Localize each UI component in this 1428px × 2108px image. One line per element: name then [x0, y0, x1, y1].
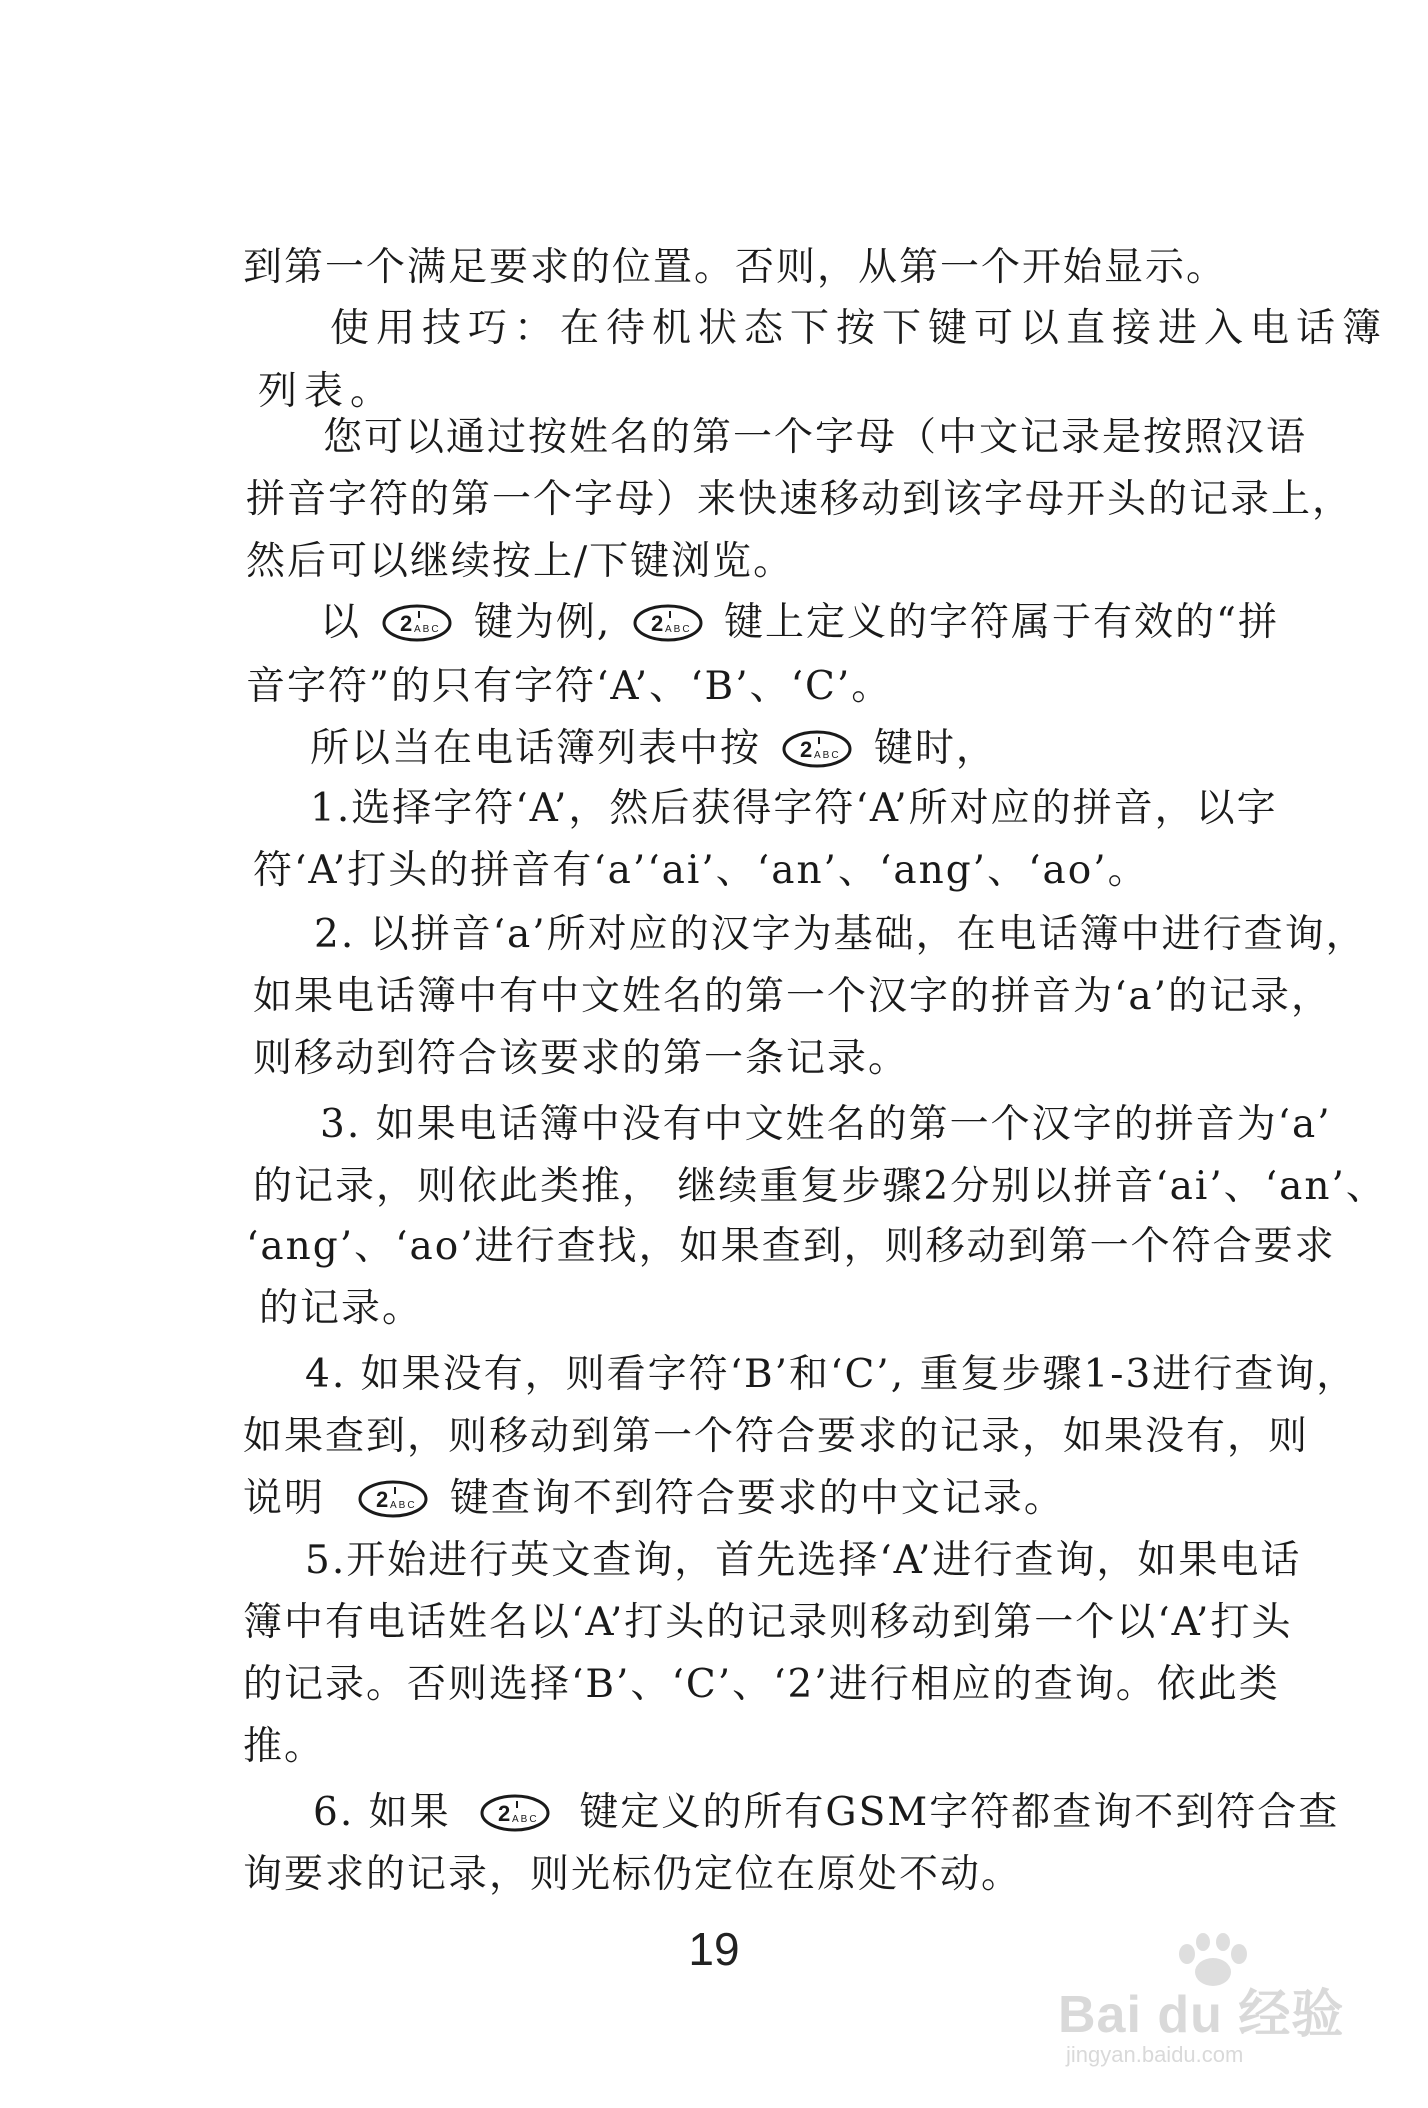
baidu-watermark [1058, 1930, 1358, 2080]
press-key-prefix: 所以当在电话簿列表中按 [310, 726, 762, 771]
key-2-abc-icon [479, 1793, 551, 1833]
key-2-abc-icon [357, 1479, 429, 1519]
key-2-abc-icon [781, 729, 853, 769]
step-3-line-2: 的记录，则依此类推， 继续重复步骤2分别以拼音‘ai’、‘an’、 [253, 1164, 1387, 1209]
step-6-line-1 [313, 1790, 1339, 1836]
step-2-line-1: 2. 以拼音‘a’所对应的汉字为基础，在电话簿中进行查询， [314, 912, 1367, 957]
text-line-8: 音字符”的只有字符‘A’、‘B’、‘C’。 [246, 664, 893, 709]
text-line-6: 然后可以继续按上/下键浏览。 [246, 539, 795, 584]
text-line-5: 拼音字符的第一个字母）来快速移动到该字母开头的记录上， [246, 477, 1354, 522]
step-5-line-1: 5.开始进行英文查询，首先选择‘A’进行查询，如果电话 [305, 1538, 1302, 1583]
key-example-suffix: 键上定义的字符属于有效的“拼 [724, 600, 1279, 645]
step-1-line-1: 1.选择字符‘A’，然后获得字符‘A’所对应的拼音，以字 [310, 786, 1278, 831]
step-4-line-3 [243, 1476, 1065, 1522]
key-example-line [320, 600, 1279, 646]
text-line-4: 您可以通过按姓名的第一个字母（中文记录是按照汉语 [323, 415, 1308, 460]
step-4-suffix: 键查询不到符合要求的中文记录。 [449, 1476, 1065, 1521]
page-number: 19 [688, 1923, 740, 1975]
watermark-brand: Bai du 经验 [1058, 1986, 1345, 2044]
step-2-line-3: 则移动到符合该要求的第一条记录。 [253, 1036, 910, 1081]
tip-line-2: 列表。 [258, 369, 397, 414]
text-line-1: 到第一个满足要求的位置。否则，从第一个开始显示。 [243, 245, 1228, 290]
step-6-line-2: 询要求的记录，则光标仍定位在原处不动。 [243, 1852, 1023, 1897]
step-3-line-3: ‘ang’、‘ao’进行查找，如果查到，则移动到第一个符合要求 [246, 1224, 1336, 1269]
key-example-prefix: 以 [320, 600, 362, 645]
key-2-abc-icon [632, 603, 704, 643]
step-6-prefix: 6. 如果 [313, 1790, 451, 1835]
key-example-mid: 键为例, [473, 600, 612, 645]
step-3-line-4: 的记录。 [259, 1286, 424, 1331]
step-4-prefix: 说明 [243, 1476, 326, 1521]
step-5-line-3: 的记录。否则选择‘B’、‘C’、‘2’进行相应的查询。依此类 [243, 1662, 1280, 1707]
step-1-line-2: 符‘A’打头的拼音有‘a’‘ai’、‘an’、‘ang’、‘ao’。 [253, 848, 1149, 893]
tip-line: 使用技巧：在待机状态下按下键可以直接进入电话簿 [330, 306, 1389, 351]
key-2-abc-icon [381, 603, 453, 643]
step-6-suffix: 键定义的所有GSM字符都查询不到符合查 [579, 1790, 1340, 1835]
step-3-line-1: 3. 如果电话簿中没有中文姓名的第一个汉字的拼音为‘a’ [320, 1102, 1332, 1147]
step-2-line-2: 如果电话簿中有中文姓名的第一个汉字的拼音为‘a’的记录， [253, 974, 1333, 1019]
step-5-line-2: 簿中有电话姓名以‘A’打头的记录则移动到第一个以‘A’打头 [243, 1600, 1293, 1645]
watermark-url: jingyan.baidu.com [1066, 2042, 1244, 2067]
step-4-line-1: 4. 如果没有，则看字符‘B’和‘C’, 重复步骤1-3进行查询， [305, 1352, 1358, 1397]
press-key-suffix: 键时， [873, 726, 997, 771]
press-key-line [310, 726, 997, 772]
step-4-line-2: 如果查到，则移动到第一个符合要求的记录，如果没有，则 [243, 1414, 1310, 1459]
step-5-line-4: 推。 [243, 1724, 326, 1769]
